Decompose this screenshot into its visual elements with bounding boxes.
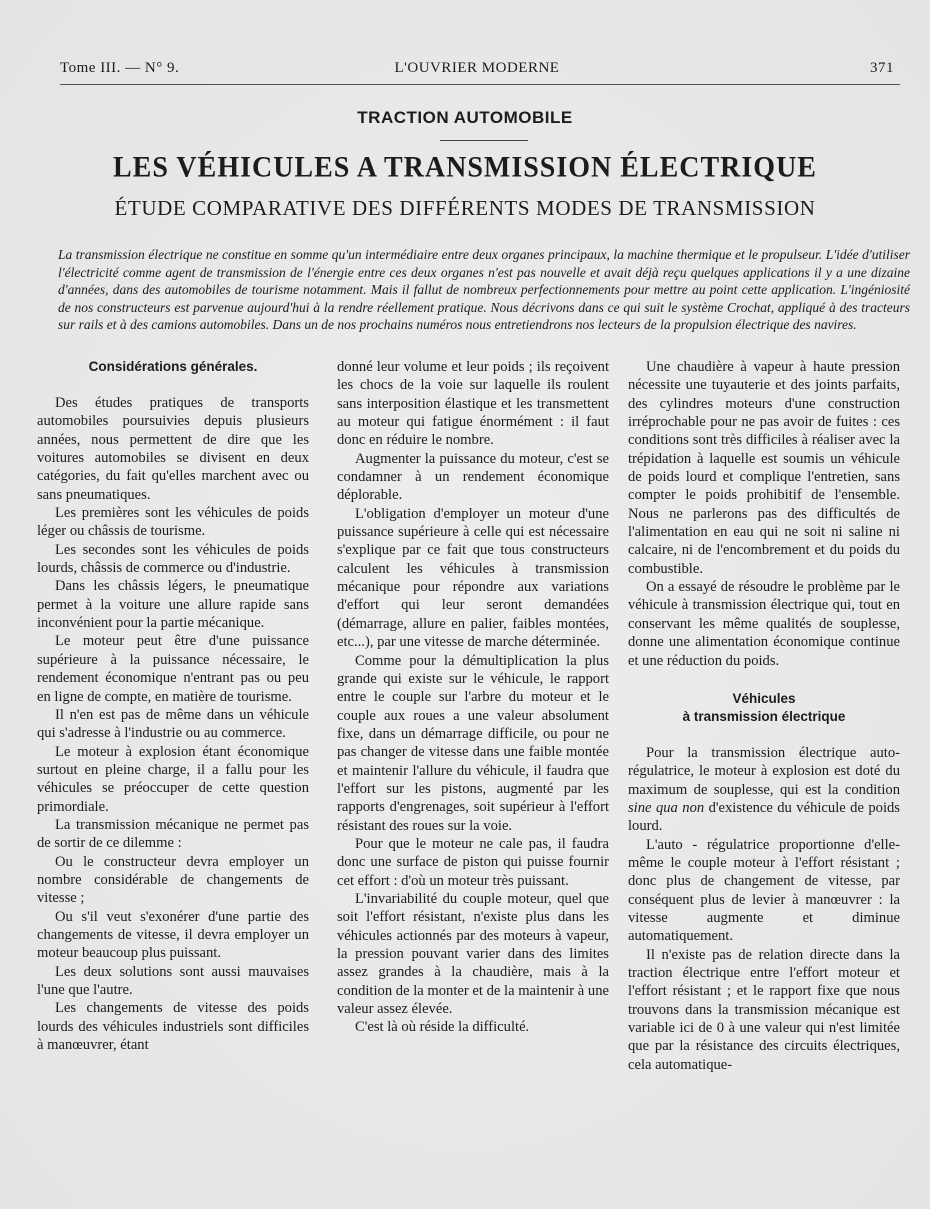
paragraph: C'est là où réside la difficulté. [355,1019,530,1036]
paragraph: L'obligation d'employer un moteur d'une puissance supérieure à celle qui est nécessaire s'explique par ce fait que tous constructeurs calculent les véhicules à transmission mécanique pour répondre aux variations d'effort qui leur seront demandées (démarrage, allure en palier, faibles montées, etc...), par une vitesse de marche déterminée. [337,505,609,651]
article-subtitle: ÉTUDE COMPARATIVE DES DIFFÉRENTS MODES DE TRANSMISSION [114,196,816,220]
article-abstract [58,246,910,334]
column-1 [37,358,309,1054]
paragraph [628,744,900,836]
paragraph: Augmenter la puissance du moteur, c'est se condamner à un rendement économique déplorable. [337,450,609,504]
heading-electric-vehicles-line1: Véhicules [732,690,796,706]
header-rule [60,84,900,85]
paragraph: donné leur volume et leur poids ; ils reçoivent les chocs de la voie sur laquelle ils roulent sans interposition élastique et les transmettent au moteur qui fatigue énormément : il faut donc en réduire le nombre. [337,359,609,449]
paragraph: Ou s'il veut s'exonérer d'une partie des changements de vitesse, il devra employer un moteur beaucoup plus puissant. [37,908,309,962]
paragraph: Ou le constructeur devra employer un nombre considérable de changements de vitesse ; [37,853,309,907]
abstract-text: La transmission électrique ne constitue en somme qu'un intermédiaire entre deux organes principaux, la machine thermique et le propulseur. L'idée d'utiliser l'électricité comme agent de transmission de l'énergie entre ces deux organes n'est pas nouvelle et avait déjà reçu quelques applications il y a une dizaine d'années, dans des automobiles de tourisme notamment. Mais il fallut de nombreux perfectionnements pour mettre au point cette application. L'ingéniosité de nos constructeurs est parvenue aujourd'hui à la rendre réellement pratique. Nous décrivons dans ce qui suit le système Crochat, appliqué à des tracteurs sur rails et à des camions automobiles. Dans un de nos prochains numéros nous entretiendrons nos lecteurs de la propulsion électrique des navires. [58,247,910,332]
paragraph: Il n'existe pas de relation directe dans la traction électrique entre l'effort moteur et l'effort résistant ; et le rapport fixe que nous trouvons dans la transmission mécanique est variable ici de 0 à une valeur qui n'est limitée que par la résistance des circuits électriques, cela automatique- [628,946,900,1073]
paragraph: Les premières sont les véhicules de poids léger ou châssis de tourisme. [37,505,309,540]
paragraph: Il n'en est pas de même dans un véhicule qui s'adresse à l'industrie ou au commerce. [37,706,309,742]
paragraph: La transmission mécanique ne permet pas de sortir de ce dilemme : [37,816,309,852]
latin-phrase: sine qua non [628,799,705,816]
running-head [60,60,894,82]
paragraph: Comme pour la démultiplication la plus grande qui existe sur le véhicule, le rapport entre le couple sur l'arbre du moteur et le couple aux roues a une valeur absolument fixe, dans un démarrage difficile, ou pour ne pas changer de vitesse dans une faible montée et maintenir l'allure du véhicule, il faudra que l'effort sur les pistons, augmenté par les rapports d'engrenages, soit supérieur à l'effort résistant des roues sur la voie. [337,652,609,834]
volume-number: Tome III. — N° 9. [60,60,180,76]
paragraph-text: d'existence du véhicule de poids lourd. [628,799,900,835]
section-rule [440,140,528,141]
paragraph: Dans les châssis légers, le pneumatique permet à la voiture une allure rapide sans inconvénient pour la partie mécanique. [37,578,309,632]
section-title: TRACTION AUTOMOBILE [357,108,573,127]
paragraph: Pour que le moteur ne cale pas, il faudra donc une surface de piston qui puisse fournir cet effort : d'où un moteur très puissant. [337,835,609,889]
column-3 [628,358,900,1074]
paragraph: Une chaudière à vapeur à haute pression nécessite une tuyauterie et des joints parfaits, des cylindres moteurs d'une construction irréprochable pour ne pas avoir de fuites : ces conditions sont très difficiles à réaliser avec la trépidation à laquelle est soumis un véhicule de poids lourd et complique l'entretien, sans compter le poids prohibitif de l'ensemble. Nous ne parlerons pas des difficultés de l'alimentation en eau qui ne soit ni saline ni calcaire, ni de l'encombrement et du poids du combustible. [628,359,900,577]
journal-name: L'OUVRIER MODERNE [394,60,560,76]
column-2 [337,358,609,1037]
paragraph: Des études pratiques de transports automobiles poursuivies depuis plusieurs années, nous permettent de dire que les voitures automobiles se divisent en deux catégories, du fait qu'elles marchent avec ou sans pneumatiques. [37,395,309,503]
paragraph: Les deux solutions sont aussi mauvaises l'une que l'autre. [37,963,309,998]
page-number: 371 [870,60,894,76]
paragraph: L'auto - régulatrice proportionne d'elle-même le couple moteur à l'effort résistant ; donc plus de changement de vitesse, par conséquent plus de levier à manœuvrer : la vitesse augmente et diminue automatiquement. [628,836,900,945]
heading-electric-vehicles-line2: à transmission électrique [682,708,846,724]
paragraph: Les changements de vitesse des poids lourds des véhicules industriels sont difficiles à manœuvrer, étant [37,1000,309,1054]
article-title: LES VÉHICULES A TRANSMISSION ÉLECTRIQUE [113,151,817,184]
paragraph-text: Pour la transmission électrique auto-régulatrice, le moteur à explosion est doté du maximum de souplesse, qui est la condition [628,744,900,798]
heading-general-considerations: Considérations générales. [88,359,258,374]
paragraph: L'invariabilité du couple moteur, quel que soit l'effort résistant, n'existe plus dans les véhicules actionnés par des moteurs à vapeur, la pression pouvant varier dans des limites assez grandes à la chaudière, mais à la condition de la monter et de la maintenir à une valeur assez élevée. [337,890,609,1018]
paragraph: Le moteur peut être d'une puissance supérieure à la puissance nécessaire, le rendement économique n'entrant pas ou peu en ligne de compte, en matière de tourisme. [37,633,309,705]
paragraph: On a essayé de résoudre le problème par le véhicule à transmission électrique qui, tout en conservant les même qualités de souplesse, donne une alimentation économique continue et une réduction du poids. [628,579,900,669]
paragraph: Le moteur à explosion étant économique surtout en pleine charge, il a fallu pour les véhicules se préoccuper de cette question primordiale. [37,743,309,815]
paragraph: Les secondes sont les véhicules de poids lourds, châssis de commerce ou d'industrie. [37,541,309,577]
